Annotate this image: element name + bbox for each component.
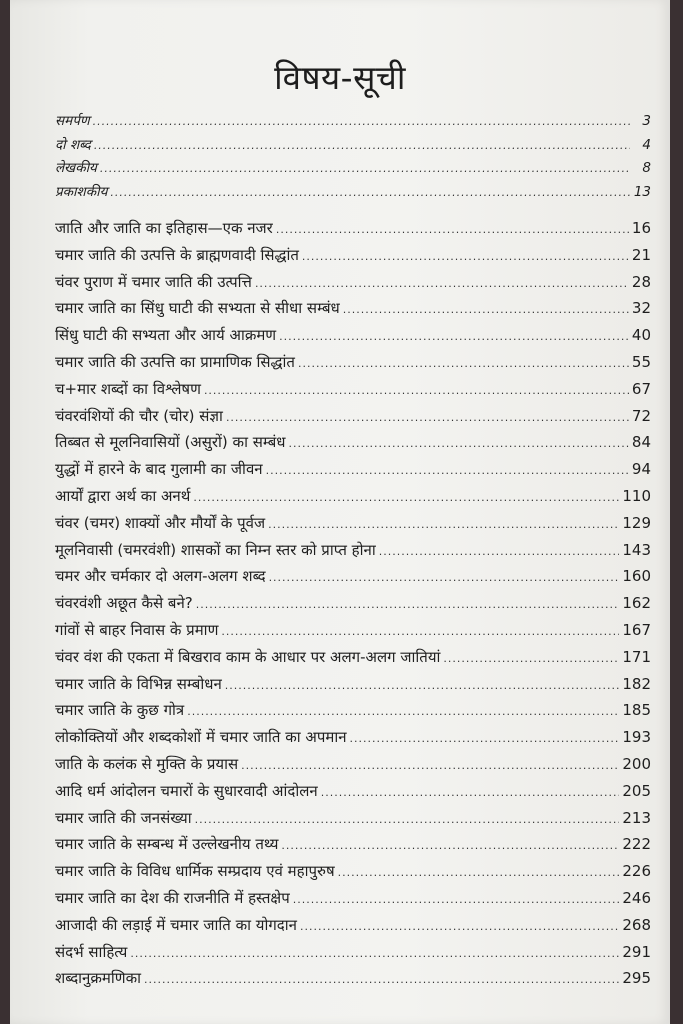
toc-entry — [55, 182, 651, 206]
toc-entry — [55, 915, 651, 942]
toc-entry-label: प्रकाशकीय — [55, 183, 108, 200]
toc-entry-page: 3 — [642, 113, 651, 129]
dot-leader — [321, 786, 620, 799]
toc-entry-label: चमार जाति की उत्पत्ति के ब्राह्मणवादी सिद्धांत — [55, 245, 299, 264]
toc-entry — [55, 808, 651, 835]
dot-leader — [225, 679, 620, 692]
dot-leader — [204, 384, 629, 397]
dot-leader — [343, 303, 629, 316]
toc-entry-label: चमार जाति का देश की राजनीति में हस्तक्षेप — [55, 888, 290, 907]
toc-entry-page: 143 — [622, 540, 651, 559]
toc-entry — [55, 245, 651, 272]
dot-leader — [144, 973, 619, 986]
toc-entry — [55, 513, 651, 540]
toc-entry-label: आर्यों द्वारा अर्थ का अनर्थ — [55, 486, 191, 505]
toc-entry-label: चंवरवंशियों की चौर (चोर) संज्ञा — [55, 406, 223, 425]
dot-leader — [276, 223, 629, 236]
toc-entry-page: 72 — [631, 406, 651, 425]
toc-entry-label: आजादी की लड़ाई में चमार जाति का योगदान — [55, 915, 297, 934]
toc-entry-label: चमार जाति के कुछ गोत्र — [55, 701, 185, 720]
toc-entry-label: चमार जाति का सिंधु घाटी की सभ्यता से सीधा सम्बंध — [55, 299, 340, 318]
dot-leader — [350, 732, 620, 745]
toc-entry-page: 40 — [631, 326, 651, 345]
toc-entry-page: 84 — [631, 433, 651, 452]
toc-entry-page: 8 — [642, 160, 651, 176]
dot-leader — [379, 545, 620, 558]
toc-entry-page: 21 — [631, 245, 651, 264]
toc-entry-label: जाति के कलंक से मुक्ति के प्रयास — [55, 754, 239, 773]
toc-entry-page: 295 — [622, 969, 651, 988]
toc-entry-page: 226 — [622, 862, 651, 881]
toc-entry-page: 291 — [622, 942, 651, 961]
toc-entry — [55, 111, 651, 135]
toc-entry-label: चमार जाति के विविध धार्मिक सम्प्रदाय एवं महापुरुष — [55, 862, 335, 881]
toc-entry — [55, 620, 651, 647]
toc-entry-label: चंवरवंशी अछूत कैसे बने? — [55, 594, 193, 613]
toc-entry-label: चंवर वंश की एकता में बिखराव काम के आधार पर अलग-अलग जातियां — [55, 647, 441, 666]
toc-entry-label: लेखकीय — [55, 160, 97, 176]
toc-entry-label: चमार जाति की जनसंख्या — [55, 808, 192, 827]
toc-entry-page: 4 — [642, 136, 651, 153]
dot-leader — [281, 839, 619, 852]
dot-leader — [241, 759, 619, 772]
dot-leader — [279, 330, 629, 343]
dot-leader — [221, 625, 619, 638]
toc-entry — [55, 968, 651, 995]
page-title: विषय-सूची — [274, 58, 406, 97]
toc-entry-page: 213 — [622, 808, 651, 827]
toc-entry-page: 129 — [622, 513, 651, 532]
toc-entry — [55, 379, 651, 406]
toc-entry-label: गांवों से बाहर निवास के प्रमाण — [55, 620, 219, 639]
dot-leader — [269, 571, 620, 584]
dot-leader — [293, 893, 620, 906]
dot-leader — [255, 277, 629, 290]
toc-entry — [55, 754, 651, 781]
toc-entry — [55, 298, 651, 325]
toc-entry — [55, 834, 651, 861]
toc-entry-page: 67 — [631, 379, 651, 398]
toc-entry-label: जाति और जाति का इतिहास—एक नजर — [55, 219, 273, 237]
toc-entry — [55, 158, 651, 182]
toc-entry-label: चमर और चर्मकार दो अलग-अलग शब्द — [55, 567, 266, 586]
toc-entry — [55, 135, 651, 159]
toc-entry-page: 200 — [622, 754, 651, 773]
toc-entry-label: चमार जाति के विभिन्न सम्बोधन — [55, 674, 222, 693]
dot-leader — [298, 357, 629, 370]
toc-entry-page: 162 — [622, 594, 651, 613]
toc-entry — [55, 459, 651, 486]
toc-entry-label: चंवर (चमर) शाक्यों और मौर्यों के पूर्वज — [55, 513, 266, 532]
dot-leader — [195, 813, 620, 826]
dot-leader — [300, 920, 619, 933]
toc-entry-page: 55 — [631, 352, 651, 371]
toc-entry-page: 160 — [622, 567, 651, 586]
toc-entry-page: 16 — [631, 219, 651, 237]
toc-entry-label: च+मार शब्दों का विश्लेषण — [55, 379, 201, 398]
toc-entry — [55, 218, 651, 245]
toc-entry — [55, 272, 651, 299]
table-of-contents — [55, 111, 651, 995]
toc-entry-label: युद्धों में हारने के बाद गुलामी का जीवन — [55, 460, 263, 479]
toc-entry — [55, 781, 651, 808]
toc-entry-page: 110 — [622, 486, 651, 505]
dot-leader — [110, 186, 630, 199]
toc-entry-label: संदर्भ साहित्य — [55, 942, 128, 961]
toc-entry — [55, 566, 651, 593]
toc-entry-label: समर्पण — [55, 113, 90, 129]
toc-entry-label: आदि धर्म आंदोलन चमारों के सुधारवादी आंदोलन — [55, 781, 318, 800]
toc-entry — [55, 352, 651, 379]
toc-entry-label: चमार जाति के सम्बन्ध में उल्लेखनीय तथ्य — [55, 835, 279, 854]
dot-leader — [268, 518, 619, 531]
toc-entry-page: 94 — [631, 460, 651, 479]
toc-entry-page: 246 — [622, 888, 651, 907]
toc-entry-label: चंवर पुराण में चमार जाति की उत्पत्ति — [55, 272, 252, 291]
dot-leader — [226, 411, 629, 424]
dot-leader — [187, 705, 619, 718]
dot-leader — [100, 162, 630, 175]
toc-entry-label: दो शब्द — [55, 136, 91, 153]
toc-entry — [55, 674, 651, 701]
toc-entry-page: 222 — [622, 835, 651, 854]
toc-entry-page: 205 — [622, 781, 651, 800]
toc-entry — [55, 727, 651, 754]
dot-leader — [289, 437, 629, 450]
toc-entry-page: 171 — [622, 647, 651, 666]
toc-entry — [55, 647, 651, 674]
dot-leader — [196, 598, 620, 611]
toc-entry — [55, 406, 651, 433]
toc-entry-label: मूलनिवासी (चमरवंशी) शासकों का निम्न स्तर को प्राप्त होना — [55, 540, 376, 559]
toc-entry-page: 28 — [631, 272, 651, 291]
toc-entry — [55, 325, 651, 352]
toc-entry-label: लोकोक्तियों और शब्दकोशों में चमार जाति का अपमान — [55, 728, 347, 747]
toc-entry-label: तिब्बत से मूलनिवासियों (असुरों) का सम्बंध — [55, 433, 286, 452]
toc-entry-page: 268 — [622, 915, 651, 934]
dot-leader — [94, 139, 630, 152]
toc-entry-page: 185 — [622, 701, 651, 720]
dot-leader — [130, 947, 619, 960]
dot-leader — [193, 491, 619, 504]
dot-leader — [338, 866, 620, 879]
toc-entry-page: 167 — [622, 620, 651, 639]
toc-entry-label: सिंधु घाटी की सभ्यता और आर्य आक्रमण — [55, 326, 277, 345]
toc-entry-page: 182 — [622, 674, 651, 693]
toc-entry — [55, 700, 651, 727]
toc-entry — [55, 593, 651, 620]
toc-entry — [55, 486, 651, 513]
toc-entry-page: 32 — [631, 299, 651, 318]
toc-entry — [55, 888, 651, 915]
toc-entry — [55, 942, 651, 969]
toc-entry-page: 13 — [633, 183, 651, 200]
toc-entry — [55, 432, 651, 459]
dot-leader — [443, 652, 619, 665]
toc-entry — [55, 540, 651, 567]
toc-entry-label: चमार जाति की उत्पत्ति का प्रामाणिक सिद्धांत — [55, 352, 295, 371]
dot-leader — [93, 115, 630, 128]
toc-entry-page: 193 — [622, 728, 651, 747]
book-page — [10, 0, 670, 1024]
dot-leader — [302, 250, 629, 263]
dot-leader — [266, 464, 629, 477]
toc-entry-label: शब्दानुक्रमणिका — [55, 969, 141, 988]
section-gap — [55, 205, 651, 218]
toc-entry — [55, 861, 651, 888]
